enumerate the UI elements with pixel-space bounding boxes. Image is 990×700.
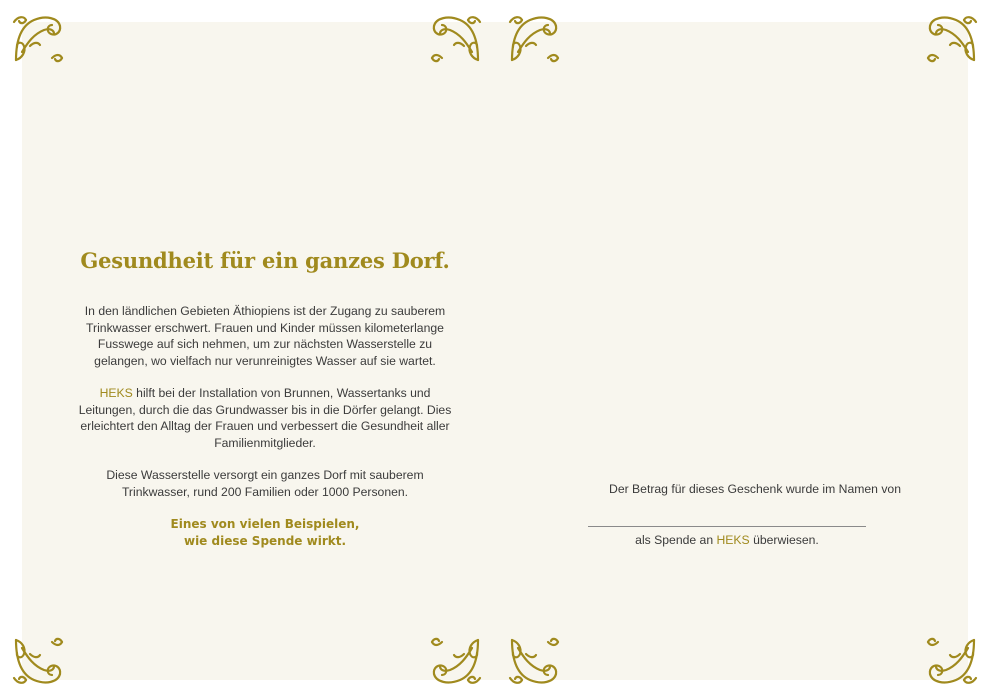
donation-suffix-prefix: als Spende an: [635, 533, 717, 547]
donor-name-field[interactable]: [588, 506, 866, 526]
intro-paragraph: In den ländlichen Gebieten Äthiopiens ist der Zugang zu sauberem Trinkwasser erschwert. Frauen und Kinder müssen kilometerlange Fusswege auf sich nehmen, um zur nächsten Wasserstelle zu gelangen, wo vielfach nur verunreinigtes Wasser auf sie wartet.: [84, 304, 446, 368]
closing-statement: [78, 516, 452, 550]
impact-paragraph: Diese Wasserstelle versorgt ein ganzes Dorf mit sauberem Trinkwasser, rund 200 Familien oder 1000 Personen.: [106, 468, 424, 499]
donation-text: Der Betrag für dieses Geschenk wurde im Namen von: [609, 482, 901, 496]
donation-suffix: [573, 533, 881, 547]
donation-suffix-rest: überwiesen.: [749, 533, 819, 547]
right-page: [495, 0, 990, 700]
name-underline: [588, 526, 866, 527]
heks-org-name: HEKS: [99, 386, 133, 400]
closing-line-2: wie diese Spende wirkt.: [183, 534, 347, 548]
closing-line-1: Eines von vielen Beispielen,: [170, 517, 360, 531]
heks-paragraph-text: hilft bei der Installation von Brunnen, Wassertanks und Leitungen, durch die das Grundwasser bis in die Dörfer gelangt. Dies erleichtert den Alltag der Frauen und verbessert die Gesundheit aller Familienmitglieder.: [78, 386, 452, 450]
heks-paragraph: [78, 385, 452, 451]
page-title: Gesundheit für ein ganzes Dorf.: [80, 248, 450, 273]
heks-org-name: HEKS: [716, 533, 750, 547]
